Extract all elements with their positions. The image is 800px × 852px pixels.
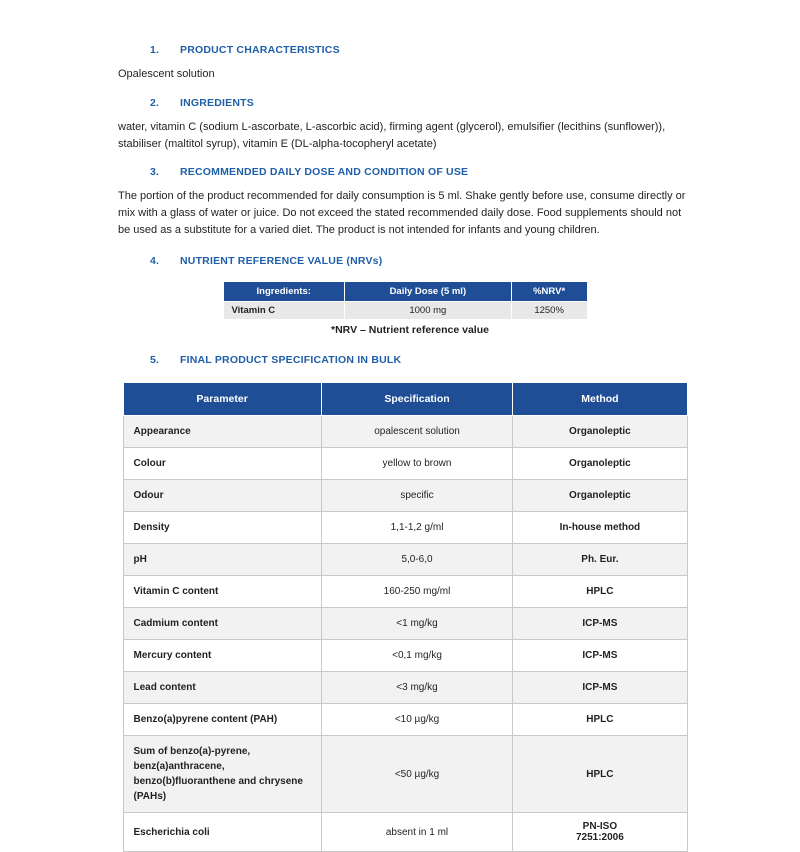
table-row xyxy=(123,736,687,813)
section-heading-daily-dose xyxy=(150,166,692,178)
spec-cell-specification: <50 µg/kg xyxy=(321,736,513,813)
table-row xyxy=(123,672,687,704)
spec-header-method: Method xyxy=(513,383,687,416)
spec-cell-specification: 1,1-1,2 g/ml xyxy=(321,512,513,544)
section-heading-nrv xyxy=(150,255,692,267)
spec-cell-method: Organoleptic xyxy=(513,480,687,512)
spec-cell-parameter: Mercury content xyxy=(123,640,321,672)
spec-cell-specification: <1 mg/kg xyxy=(321,608,513,640)
spec-cell-specification: opalescent solution xyxy=(321,416,513,448)
table-header-row xyxy=(123,383,687,416)
spec-cell-method: HPLC xyxy=(513,576,687,608)
product-characteristics-text: Opalescent solution xyxy=(118,68,215,80)
spec-cell-specification: yellow to brown xyxy=(321,448,513,480)
spec-cell-method: HPLC xyxy=(513,704,687,736)
nrv-header-ingredients: Ingredients: xyxy=(223,282,344,302)
spec-cell-parameter: Lead content xyxy=(123,672,321,704)
spec-cell-parameter: Colour xyxy=(123,448,321,480)
spec-cell-method: Organoleptic xyxy=(513,416,687,448)
nrv-footnote: *NRV – Nutrient reference value xyxy=(331,324,489,336)
spec-header-parameter: Parameter xyxy=(123,383,321,416)
spec-cell-specification: <10 µg/kg xyxy=(321,704,513,736)
nrv-header-daily-dose: Daily Dose (5 ml) xyxy=(344,282,511,302)
daily-dose-text: The portion of the product recommended for daily consumption is 5 ml. Shake gently before use, consume directly or mix with a glass of water or juice. Do not exceed the stated recommended daily dose. Food supplements should not be used as a substitute for a varied diet. The product is not intended for infants and young children. xyxy=(118,190,686,236)
table-header-row xyxy=(223,282,587,302)
section-title: INGREDIENTS xyxy=(180,97,254,109)
table-row xyxy=(123,480,687,512)
spec-cell-specification: specific xyxy=(321,480,513,512)
section-number: 3. xyxy=(150,166,160,178)
spec-cell-method: Organoleptic xyxy=(513,448,687,480)
spec-cell-parameter: Appearance xyxy=(123,416,321,448)
spec-cell-parameter: Escherichia coli xyxy=(123,813,321,852)
spec-cell-method: Ph. Eur. xyxy=(513,544,687,576)
table-row xyxy=(123,512,687,544)
spec-cell-method: HPLC xyxy=(513,736,687,813)
spec-cell-specification: absent in 1 ml xyxy=(321,813,513,852)
nrv-table xyxy=(223,281,588,320)
section-number: 2. xyxy=(150,97,160,109)
spec-cell-method: ICP-MS xyxy=(513,672,687,704)
table-row xyxy=(123,544,687,576)
table-row xyxy=(123,813,687,852)
spec-table-wrapper xyxy=(118,382,692,852)
spec-cell-parameter: Benzo(a)pyrene content (PAH) xyxy=(123,704,321,736)
section-title: RECOMMENDED DAILY DOSE AND CONDITION OF USE xyxy=(180,166,469,178)
ingredients-text: water, vitamin C (sodium L-ascorbate, L-ascorbic acid), firming agent (glycerol), emulsifier (lecithins (sunflower)), stabiliser (maltitol syrup), vitamin E (DL-alpha-tocopheryl acetate) xyxy=(118,121,666,150)
nrv-cell-ingredient: Vitamin C xyxy=(223,302,344,320)
spec-cell-specification: <0,1 mg/kg xyxy=(321,640,513,672)
spacer xyxy=(118,153,692,166)
table-row xyxy=(123,640,687,672)
spec-table xyxy=(123,382,688,852)
spec-cell-parameter: Sum of benzo(a)-pyrene, benz(a)anthracene, benzo(b)fluoranthene and chrysene (PAHs) xyxy=(123,736,321,813)
spacer xyxy=(118,239,692,255)
spec-cell-specification: <3 mg/kg xyxy=(321,672,513,704)
nrv-table-wrapper xyxy=(118,281,692,320)
table-row xyxy=(123,608,687,640)
spec-cell-specification: 5,0-6,0 xyxy=(321,544,513,576)
spacer xyxy=(118,83,692,97)
section-number: 5. xyxy=(150,354,160,366)
spec-cell-method: ICP-MS xyxy=(513,640,687,672)
table-row xyxy=(123,448,687,480)
spec-cell-method: In-house method xyxy=(513,512,687,544)
table-row xyxy=(123,576,687,608)
nrv-header-nrv: %NRV* xyxy=(511,282,587,302)
spec-cell-parameter: Odour xyxy=(123,480,321,512)
section-heading-final-spec xyxy=(150,354,692,366)
table-row xyxy=(123,704,687,736)
spec-cell-parameter: pH xyxy=(123,544,321,576)
spacer xyxy=(118,336,692,354)
nrv-cell-percent: 1250% xyxy=(511,302,587,320)
nrv-cell-dose: 1000 mg xyxy=(344,302,511,320)
table-row xyxy=(123,416,687,448)
spec-cell-method: PN-ISO 7251:2006 xyxy=(513,813,687,852)
section-number: 4. xyxy=(150,255,160,267)
spec-cell-parameter: Density xyxy=(123,512,321,544)
section-number: 1. xyxy=(150,44,160,56)
spec-cell-parameter: Cadmium content xyxy=(123,608,321,640)
spec-cell-parameter: Vitamin C content xyxy=(123,576,321,608)
spec-table-body xyxy=(123,416,687,852)
section-heading-ingredients xyxy=(150,97,692,109)
table-row xyxy=(223,302,587,320)
spec-cell-method: ICP-MS xyxy=(513,608,687,640)
spec-header-specification: Specification xyxy=(321,383,513,416)
section-title: FINAL PRODUCT SPECIFICATION IN BULK xyxy=(180,354,402,366)
spec-cell-specification: 160-250 mg/ml xyxy=(321,576,513,608)
section-heading-product-characteristics xyxy=(150,44,692,56)
section-title: NUTRIENT REFERENCE VALUE (NRVs) xyxy=(180,255,383,267)
section-title: PRODUCT CHARACTERISTICS xyxy=(180,44,340,56)
